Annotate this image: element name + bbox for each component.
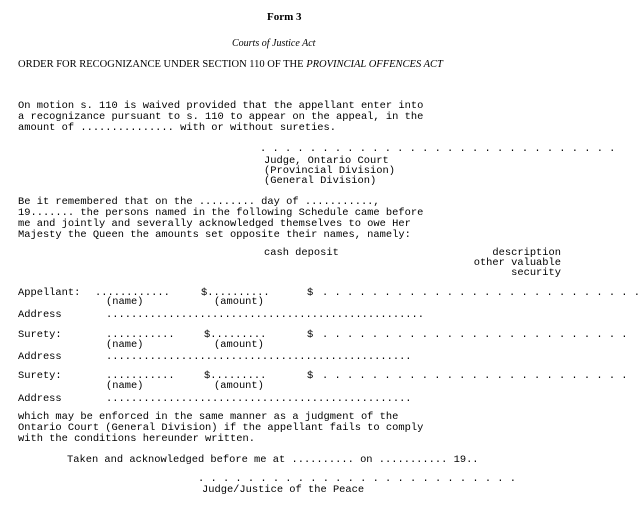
description-header-3: security bbox=[511, 267, 561, 279]
schedule-row-role: Appellant: bbox=[18, 287, 81, 299]
judge-title-3: (General Division) bbox=[264, 175, 377, 187]
judge-title-1: Judge, Ontario Court bbox=[264, 155, 389, 167]
motion-line-3: amount of ............... with or without sureties. bbox=[18, 122, 337, 134]
amount-label: (amount) bbox=[214, 339, 264, 351]
description-header-1: description bbox=[492, 247, 561, 259]
remember-line-2: 19....... the persons named in the following Schedule came before bbox=[18, 207, 424, 219]
security-blank: . . . . . . . . . . . . . . . . . . . . . . . . . . bbox=[322, 287, 640, 299]
enforce-line-2: Ontario Court (General Division) if the appellant fails to comply bbox=[18, 422, 424, 434]
amount-label: (amount) bbox=[214, 296, 264, 308]
security-blank: . . . . . . . . . . . . . . . . . . . . . . . . . bbox=[322, 329, 628, 341]
amount-blank: $.......... bbox=[201, 287, 270, 299]
form-number: Form 3 bbox=[267, 11, 302, 23]
security-dollar: $ bbox=[307, 287, 314, 299]
schedule-row-role: Surety: bbox=[18, 370, 62, 382]
security-blank: . . . . . . . . . . . . . . . . . . . . . . . . . bbox=[322, 370, 628, 382]
statute-name: Courts of Justice Act bbox=[232, 38, 316, 49]
judge-title-2: (Provincial Division) bbox=[264, 165, 395, 177]
motion-line-2: a recognizance pursuant to s. 110 to appear on the appeal, in the bbox=[18, 111, 424, 123]
name-blank: ........... bbox=[106, 329, 175, 341]
amount-blank: $......... bbox=[204, 329, 267, 341]
amount-blank: $......... bbox=[204, 370, 267, 382]
security-dollar: $ bbox=[307, 329, 314, 341]
name-label: (name) bbox=[106, 339, 144, 351]
amount-label: (amount) bbox=[214, 380, 264, 392]
description-header-2: other valuable bbox=[473, 257, 561, 269]
remember-line-1: Be it remembered that on the ......... day of ..........., bbox=[18, 196, 380, 208]
address-blank: ................................................. bbox=[106, 393, 412, 405]
enforce-line-1: which may be enforced in the same manner as a judgment of the bbox=[18, 411, 399, 423]
address-label: Address bbox=[18, 351, 62, 363]
order-heading-text: ORDER FOR RECOGNIZANCE UNDER SECTION 110 OF THE bbox=[18, 59, 307, 70]
order-heading-act: PROVINCIAL OFFENCES ACT bbox=[306, 59, 443, 70]
acknowledgement-line: Taken and acknowledged before me at .......... on ........... 19.. bbox=[67, 454, 479, 466]
address-blank: ................................................. bbox=[106, 351, 412, 363]
address-label: Address bbox=[18, 393, 62, 405]
address-blank: ................................................... bbox=[106, 309, 425, 321]
address-label: Address bbox=[18, 309, 62, 321]
justice-signature-line: . . . . . . . . . . . . . . . . . . . . . . . . . . bbox=[198, 473, 517, 485]
security-dollar: $ bbox=[307, 370, 314, 382]
order-heading bbox=[18, 59, 443, 70]
motion-line-1: On motion s. 110 is waived provided that the appellant enter into bbox=[18, 100, 424, 112]
judge-signature-line: . . . . . . . . . . . . . . . . . . . . . . . . . . . . . bbox=[260, 143, 616, 155]
name-label: (name) bbox=[106, 296, 144, 308]
name-label: (name) bbox=[106, 380, 144, 392]
justice-signature-label: Judge/Justice of the Peace bbox=[202, 484, 365, 496]
cash-deposit-header: cash deposit bbox=[264, 247, 339, 259]
name-blank: ........... bbox=[106, 370, 175, 382]
enforce-line-3: with the conditions hereunder written. bbox=[18, 433, 255, 445]
remember-line-4: Majesty the Queen the amounts set opposite their names, namely: bbox=[18, 229, 411, 241]
schedule-row-role: Surety: bbox=[18, 329, 62, 341]
remember-line-3: me and jointly and severally acknowledged themselves to owe Her bbox=[18, 218, 411, 230]
name-blank: ............ bbox=[95, 287, 170, 299]
